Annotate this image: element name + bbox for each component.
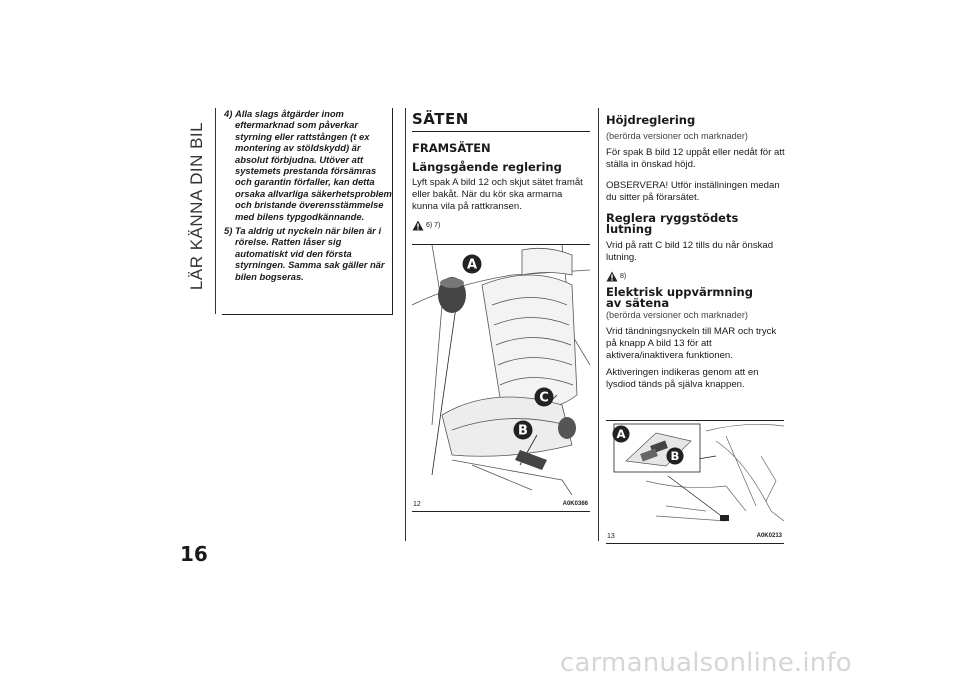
- label-c-icon: [534, 387, 554, 407]
- height-body: För spak B bild 12 uppåt eller nedåt för att ställa in önskad höjd.: [606, 147, 785, 170]
- chapter-title-text: LÄR KÄNNA DIN BIL: [187, 121, 206, 291]
- adjustment-column: [606, 115, 786, 391]
- label-b-icon: [513, 420, 533, 440]
- label-c-text: C: [539, 390, 549, 406]
- warning-number: 4): [224, 108, 233, 119]
- backrest-reference: 8): [620, 273, 627, 280]
- label-b-text: B: [670, 449, 680, 464]
- figure-13-heated-seat: [606, 420, 784, 544]
- section-title: SÄTEN: [412, 110, 590, 132]
- figure-code: A0K0213: [756, 533, 782, 539]
- page-number: 16: [180, 542, 208, 566]
- warning-item: [222, 108, 392, 222]
- height-note: (berörda versioner och marknader): [606, 131, 748, 141]
- reference-numbers: 6) 7): [426, 222, 441, 229]
- backrest-warning-reference: [606, 271, 786, 282]
- lever-a-inset: [438, 277, 466, 313]
- footer-watermark-url: carmanualsonline.info: [560, 648, 852, 678]
- backrest-heading: [606, 213, 786, 235]
- heating-heading: [606, 287, 786, 309]
- figure-12-seat: [412, 244, 590, 512]
- warning-triangle-icon: [412, 220, 424, 231]
- height-observe: OBSERVERA! Utför inställningen medan du sitter på förarsätet.: [606, 180, 780, 203]
- warning-item: [222, 225, 392, 282]
- longitudinal-body: Lyft spak A bild 12 och skjut sätet framåt eller bakåt. När du kör ska armarna kunna vila på rattkransen.: [412, 177, 583, 212]
- subsection-title: FRAMSÄTEN: [412, 141, 491, 155]
- label-b-icon: [666, 447, 684, 465]
- label-a-text: A: [466, 257, 478, 273]
- seats-column: [412, 110, 590, 231]
- heated-seat-illustration: [606, 421, 784, 529]
- figure-number: 13: [607, 533, 615, 540]
- backrest-heading-line2: lutning: [606, 222, 653, 236]
- label-a-icon: [462, 254, 482, 274]
- heating-body-2: Aktiveringen indikeras genom att en lysdiod tänds på själva knappen.: [606, 367, 759, 390]
- chapter-divider: [215, 108, 216, 314]
- label-b-text: B: [518, 423, 528, 439]
- warning-reference: [412, 220, 590, 231]
- warning-text: Ta aldrig ut nyckeln när bilen är i rörelse. Ratten låser sig automatiskt vid den första styrningen. Samma sak gäller när bilen bogseras.: [235, 225, 385, 282]
- figure-number: 12: [413, 501, 421, 508]
- warning-text: Alla slags åtgärder inom eftermarknad som påverkar styrning eller rattstången (t ex montering av stöldskydd) är absolut förbjudna. Utöver att systemets prestanda försämras och garantin förfaller, kan detta orsaka allvarliga säkerhetsproblem och bristande överensstämmelse med bilens typgodkännande.: [235, 108, 392, 222]
- longitudinal-heading: Längsgående reglering: [412, 160, 562, 174]
- backrest-heading-line1: Reglera ryggstödets: [606, 211, 739, 225]
- backrest-body: Vrid på ratt C bild 12 tills du når önskad lutning.: [606, 240, 774, 263]
- column-divider-mid: [405, 108, 406, 541]
- warnings-box: [222, 108, 393, 315]
- figure-code: A0K0366: [562, 501, 588, 507]
- warning-number: 5): [224, 225, 233, 237]
- label-a-text: A: [616, 427, 626, 442]
- label-a-icon: [612, 425, 630, 443]
- heating-heading-line1: Elektrisk uppvärmning: [606, 285, 753, 299]
- chapter-title-vertical: [183, 108, 211, 304]
- seat-illustration: [412, 245, 590, 497]
- warning-triangle-icon: [606, 271, 618, 282]
- heating-note: (berörda versioner och marknader): [606, 310, 748, 320]
- column-divider-right: [598, 108, 599, 541]
- height-heading: Höjdreglering: [606, 113, 696, 127]
- heating-heading-line2: av sätena: [606, 296, 670, 310]
- heating-body-1: Vrid tändningsnyckeln till MAR och tryck på knapp A bild 13 för att aktivera/inaktivera funktionen.: [606, 326, 777, 361]
